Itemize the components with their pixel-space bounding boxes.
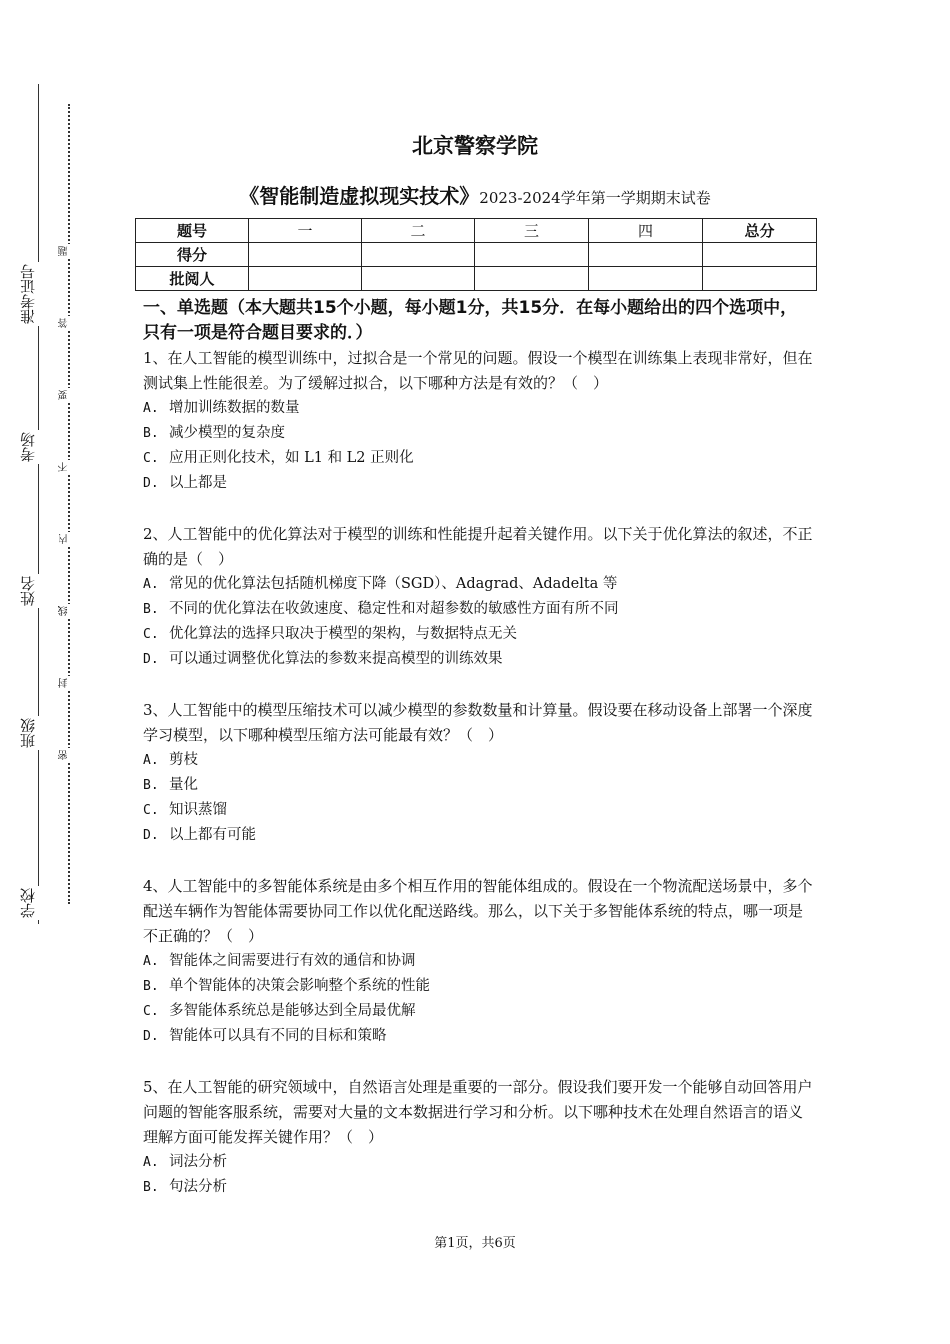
score-row [136, 243, 817, 267]
option-text: 可以通过调整优化算法的参数来提高模型的训练效果 [169, 651, 503, 667]
question-5 [143, 1075, 813, 1200]
reviewer-cell [362, 267, 475, 291]
score-cell [475, 243, 589, 267]
option-letter: B. [143, 1180, 159, 1195]
option-a [143, 572, 813, 597]
col-part-1: 一 [249, 219, 362, 243]
reviewer-cell [589, 267, 703, 291]
reviewer-cell [475, 267, 589, 291]
binding-solid-line [38, 84, 39, 924]
binding-dotted-line [68, 104, 70, 904]
option-a [143, 396, 813, 421]
seal-word-mi: 密 [59, 748, 77, 762]
question-stem: 2、人工智能中的优化算法对于模型的训练和性能提升起着关键作用。以下关于优化算法的叙述，不正确的是（ ） [143, 525, 813, 568]
option-b [143, 597, 813, 622]
exam-room-label: 考场 [17, 430, 47, 464]
option-letter: A. [143, 577, 159, 592]
exam-content [143, 296, 813, 1200]
score-table [135, 218, 817, 291]
col-part-3: 三 [475, 219, 589, 243]
option-b [143, 1175, 813, 1200]
option-text: 单个智能体的决策会影响整个系统的性能 [169, 978, 430, 994]
seal-word-xian: 线 [59, 604, 77, 618]
option-a [143, 949, 813, 974]
option-letter: C. [143, 627, 159, 642]
course-name: 《智能制造虚拟现实技术》 [239, 184, 480, 208]
question-2 [143, 522, 813, 672]
seal-word-da: 答 [59, 316, 77, 330]
seal-word-feng: 封 [59, 676, 77, 690]
score-cell [362, 243, 475, 267]
option-letter: C. [143, 803, 159, 818]
option-c [143, 446, 813, 471]
option-text: 常见的优化算法包括随机梯度下降（SGD）、Adagrad、Adadelta 等 [169, 576, 618, 592]
score-table-header-row [136, 219, 817, 243]
score-cell [703, 243, 817, 267]
exam-title [0, 180, 950, 209]
reviewer-cell [703, 267, 817, 291]
option-letter: C. [143, 1004, 159, 1019]
option-letter: C. [143, 451, 159, 466]
option-text: 句法分析 [169, 1179, 227, 1195]
page-footer: 第1页，共6页 [434, 1236, 516, 1251]
option-text: 以上都是 [169, 475, 227, 491]
seal-word-nei: 内 [59, 532, 77, 546]
question-1 [143, 346, 813, 496]
question-stem: 1、在人工智能的模型训练中，过拟合是一个常见的问题。假设一个模型在训练集上表现非常好，但在测试集上性能很差。为了缓解过拟合，以下哪种方法是有效的？（ ） [143, 349, 813, 392]
option-text: 应用正则化技术，如 L1 和 L2 正则化 [169, 450, 414, 466]
section-title: 一、单选题（本大题共15个小题，每小题1分，共15分．在每小题给出的四个选项中，只有一项是符合题目要求的．） [143, 298, 798, 343]
reviewer-row [136, 267, 817, 291]
option-text: 词法分析 [169, 1154, 227, 1170]
option-letter: A. [143, 401, 159, 416]
row-reviewer-label: 批阅人 [136, 267, 249, 291]
option-c [143, 798, 813, 823]
option-d [143, 647, 813, 672]
option-letter: A. [143, 1155, 159, 1170]
option-letter: D. [143, 476, 159, 491]
option-c [143, 999, 813, 1024]
option-letter: D. [143, 828, 159, 843]
option-text: 智能体之间需要进行有效的通信和协调 [169, 953, 416, 969]
option-b [143, 974, 813, 999]
option-text: 增加训练数据的数量 [169, 400, 300, 416]
class-label: 班级 [17, 716, 47, 750]
option-c [143, 622, 813, 647]
option-a [143, 748, 813, 773]
option-text: 不同的优化算法在收敛速度、稳定性和对超参数的敏感性方面有所不同 [169, 601, 619, 617]
option-text: 减少模型的复杂度 [169, 425, 285, 441]
score-cell [589, 243, 703, 267]
school-label: 学校 [17, 886, 47, 920]
exam-id-label: 准考证号 [17, 262, 47, 326]
name-label: 姓名 [17, 574, 47, 608]
option-text: 智能体可以具有不同的目标和策略 [169, 1028, 387, 1044]
exam-term: 2023-2024学年第一学期期末试卷 [479, 189, 711, 207]
option-b [143, 421, 813, 446]
option-letter: D. [143, 652, 159, 667]
col-part-2: 二 [362, 219, 475, 243]
col-total: 总分 [703, 219, 817, 243]
option-d [143, 471, 813, 496]
seal-word-yao: 要 [59, 388, 77, 402]
score-cell [249, 243, 362, 267]
option-text: 多智能体系统总是能够达到全局最优解 [169, 1003, 416, 1019]
school-title: 北京警察学院 [412, 134, 538, 158]
option-text: 剪枝 [169, 752, 198, 768]
col-part-4: 四 [589, 219, 703, 243]
seal-word-bu: 不 [59, 460, 77, 474]
seal-word-ti: 题 [59, 244, 77, 258]
option-letter: A. [143, 954, 159, 969]
question-stem: 4、人工智能中的多智能体系统是由多个相互作用的智能体组成的。假设在一个物流配送场景中，多个配送车辆作为智能体需要协同工作以优化配送路线。那么，以下关于多智能体系统的特点，哪一项是不正确的？（ ） [143, 877, 813, 945]
question-4 [143, 874, 813, 1049]
option-letter: D. [143, 1029, 159, 1044]
option-letter: B. [143, 979, 159, 994]
row-score-label: 得分 [136, 243, 249, 267]
question-stem: 5、在人工智能的研究领域中，自然语言处理是重要的一部分。假设我们要开发一个能够自动回答用户问题的智能客服系统，需要对大量的文本数据进行学习和分析。以下哪种技术在处理自然语言的语义理解方面可能发挥关键作用？（ ） [143, 1078, 813, 1146]
option-text: 量化 [169, 777, 198, 793]
option-d [143, 1024, 813, 1049]
option-text: 知识蒸馏 [169, 802, 227, 818]
question-stem: 3、人工智能中的模型压缩技术可以减少模型的参数数量和计算量。假设要在移动设备上部署一个深度学习模型，以下哪种模型压缩方法可能最有效？（ ） [143, 701, 813, 744]
option-text: 优化算法的选择只取决于模型的架构，与数据特点无关 [169, 626, 517, 642]
col-question-number: 题号 [136, 219, 249, 243]
option-letter: B. [143, 426, 159, 441]
option-text: 以上都有可能 [169, 827, 256, 843]
option-b [143, 773, 813, 798]
reviewer-cell [249, 267, 362, 291]
option-a [143, 1150, 813, 1175]
question-3 [143, 698, 813, 848]
option-letter: A. [143, 753, 159, 768]
option-letter: B. [143, 778, 159, 793]
option-letter: B. [143, 602, 159, 617]
option-d [143, 823, 813, 848]
